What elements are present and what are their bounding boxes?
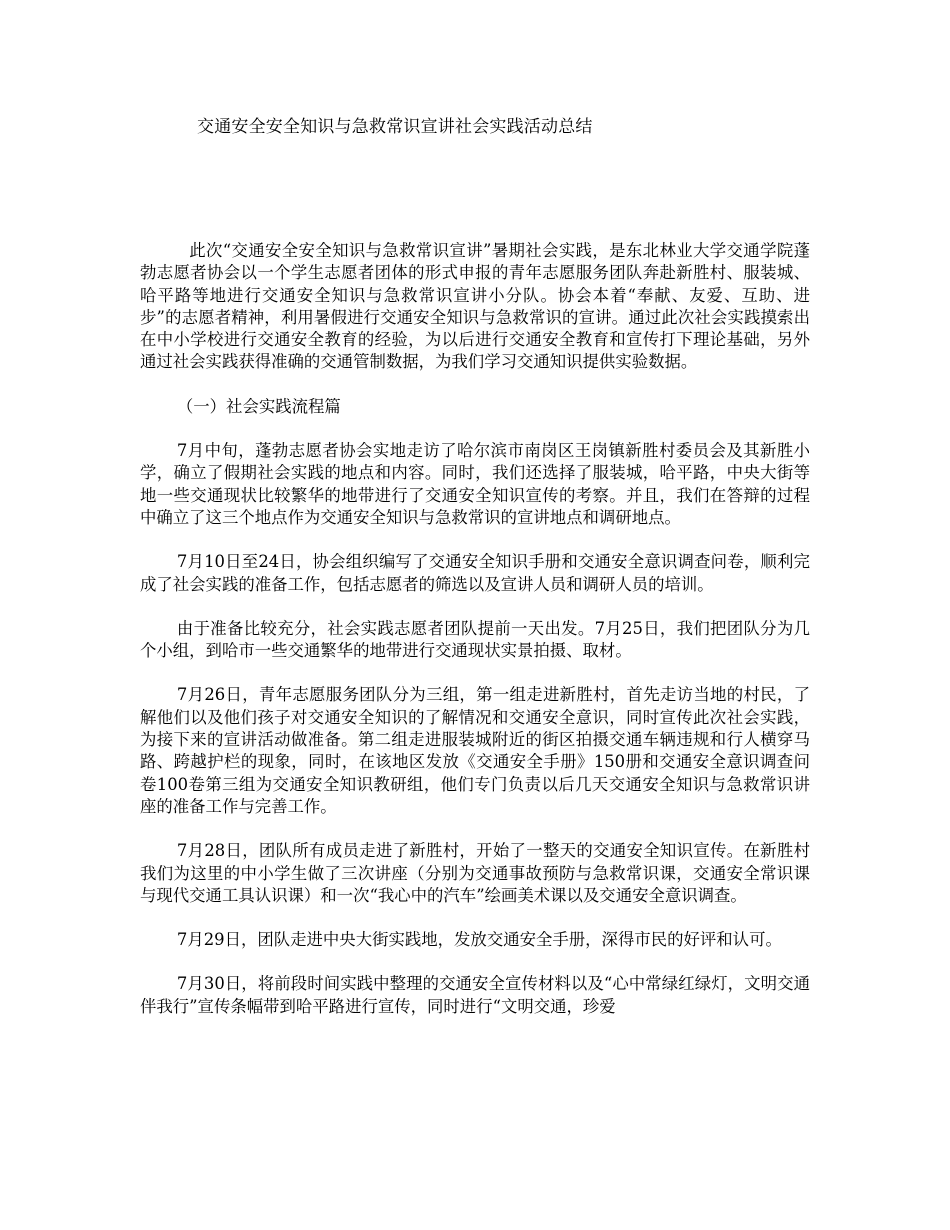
body-paragraph: 7月30日，将前段时间实践中整理的交通安全宣传材料以及“心中常绿红绿灯，文明交通伴我行”宣传条幅带到哈平路进行宣传，同时进行“文明交通，珍爱 — [140, 974, 810, 1016]
intro-paragraph: 此次“交通安全安全知识与急救常识宣讲”暑期社会实践，是东北林业大学交通学院蓬勃志愿者协会以一个学生志愿者团体的形式申报的青年志愿服务团队奔赴新胜村、服装城、哈平路等地进行交通安全知识与急救常识宣讲小分队。协会本着“奉献、友爱、互助、进步”的志愿者精神，利用暑假进行交通安全知识与急救常识的宣讲。通过此次社会实践摸索出在中小学校进行交通安全教育的经验，为以后进行交通安全教育和宣传打下理论基础，另外通过社会实践获得准确的交通管制数据，为我们学习交通知识提供实验数据。 — [140, 241, 810, 372]
body-paragraph: 由于准备比较充分，社会实践志愿者团队提前一天出发。7月25日，我们把团队分为几个小组，到哈市一些交通繁华的地带进行交通现状实景拍摄、取材。 — [140, 618, 810, 661]
document-body — [140, 240, 810, 1040]
body-paragraph: 7月26日，青年志愿服务团队分为三组，第一组走进新胜村，首先走访当地的村民，了解他们以及他们孩子对交通安全知识的了解情况和交通安全意识，同时宣传此次社会实践，为接下来的宣讲活动做准备。第二组走进服装城附近的街区拍摄交通车辆违规和行人横穿马路、跨越护栏的现象，同时，在该地区发放《交通安全手册》150册和交通安全意识调查问卷100卷第三组为交通安全知识教研组，他们专门负责以后几天交通安全知识与急救常识讲座的准备工作与完善工作。 — [140, 685, 810, 816]
document-title: 交通安全安全知识与急救常识宣讲社会实践活动总结 — [197, 117, 593, 137]
body-paragraph: 7月29日，团队走进中央大街实践地，发放交通安全手册，深得市民的好评和认可。 — [176, 930, 782, 950]
section-heading: （一）社会实践流程篇 — [176, 396, 341, 416]
body-paragraph: 7月28日，团队所有成员走进了新胜村，开始了一整天的交通安全知识宣传。在新胜村我们为这里的中小学生做了三次讲座（分别为交通事故预防与急救常识课，交通安全常识课与现代交通工具认识课）和一次“我心中的汽车”绘画美术课以及交通安全意识调查。 — [140, 841, 810, 905]
body-paragraph: 7月中旬，蓬勃志愿者协会实地走访了哈尔滨市南岗区王岗镇新胜村委员会及其新胜小学，确立了假期社会实践的地点和内容。同时，我们还选择了服装城，哈平路，中央大街等地一些交通现状比较繁华的地带进行了交通安全知识宣传的考察。并且，我们在答辩的过程中确立了这三个地点作为交通安全知识与急救常识的宣讲地点和调研地点。 — [140, 441, 810, 527]
body-paragraph: 7月10日至24日，协会组织编写了交通安全知识手册和交通安全意识调查问卷，顺利完成了社会实践的准备工作，包括志愿者的筛选以及宣讲人员和调研人员的培训。 — [140, 552, 810, 594]
